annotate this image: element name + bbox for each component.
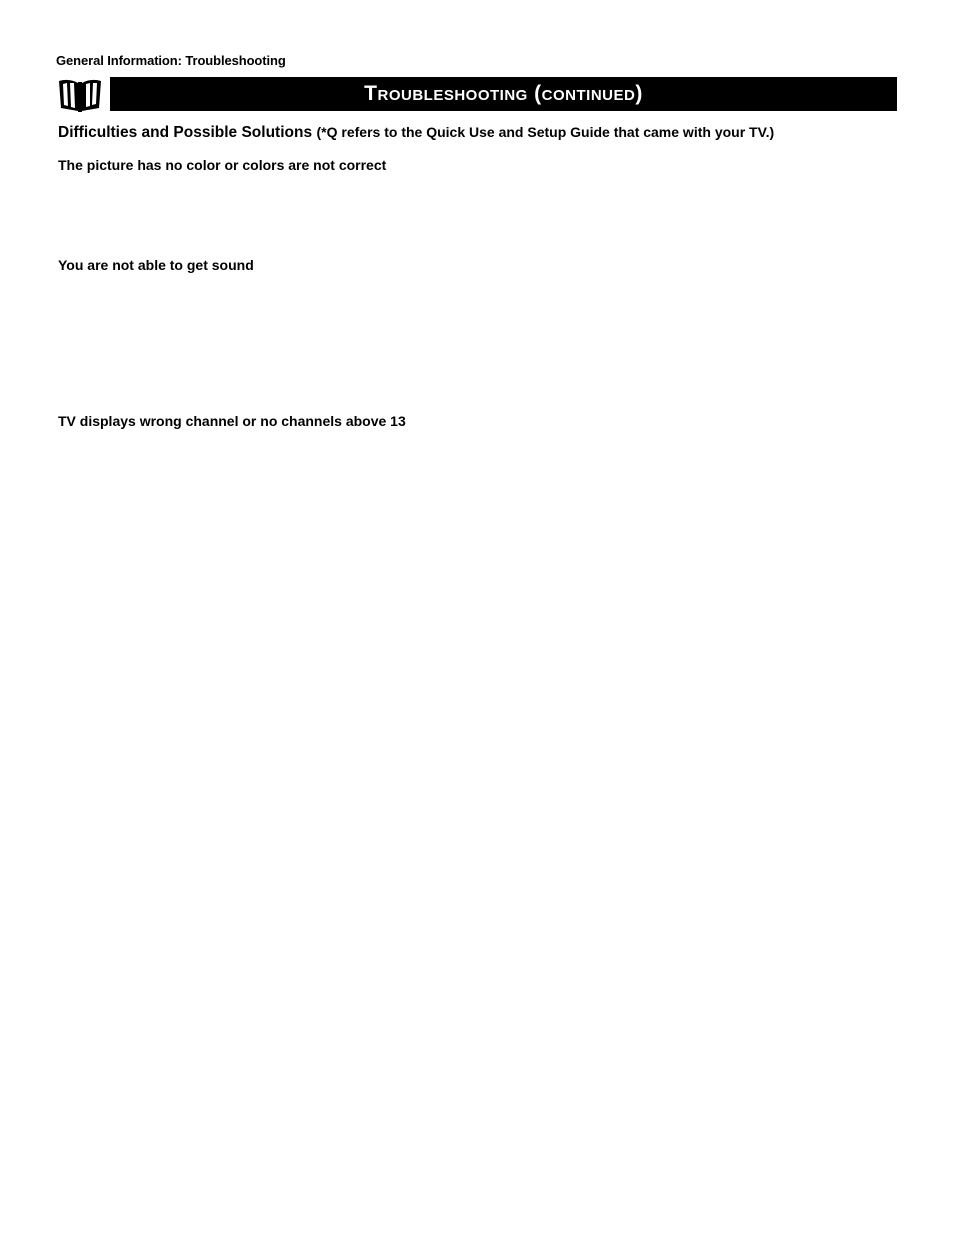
open-book-icon bbox=[57, 77, 103, 112]
intro-heading: Difficulties and Possible Solutions bbox=[58, 124, 313, 141]
problem-heading-no-color: The picture has no color or colors are not correct bbox=[58, 157, 387, 173]
problem-heading-no-sound: You are not able to get sound bbox=[58, 257, 254, 273]
section-title-bar bbox=[110, 77, 897, 111]
problem-heading-wrong-channel: TV displays wrong channel or no channels above 13 bbox=[58, 413, 406, 429]
intro-line bbox=[58, 124, 774, 142]
intro-note: (*Q refers to the Quick Use and Setup Guide that came with your TV.) bbox=[316, 124, 775, 140]
section-title: Troubleshooting (continued) bbox=[364, 82, 643, 105]
running-header: General Information: Troubleshooting bbox=[56, 53, 286, 68]
